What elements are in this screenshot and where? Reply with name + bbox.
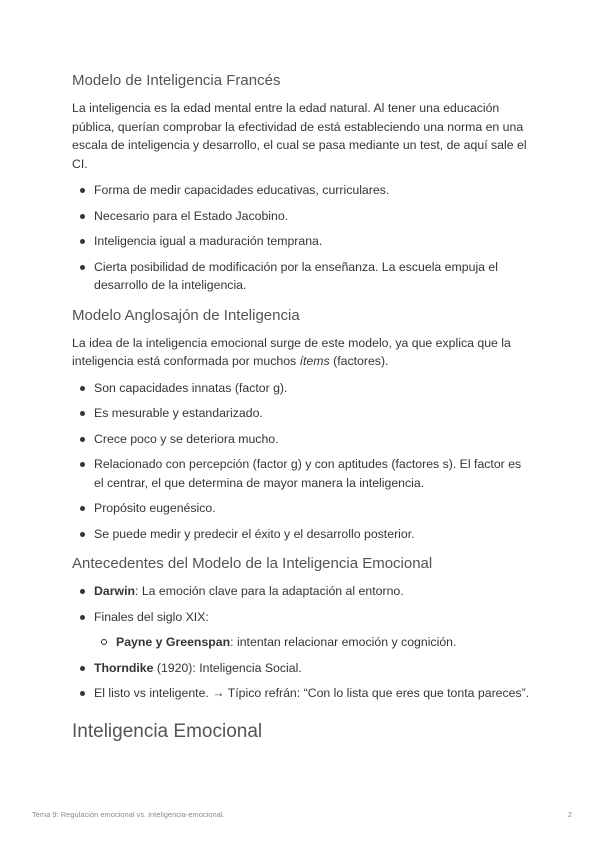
- paragraph-text: La idea de la inteligencia emocional surge de este modelo, ya que explica que la inteligencia está conformada por muchos: [72, 335, 511, 368]
- list-item: Se puede medir y predecir el éxito y el desarrollo posterior.: [72, 525, 532, 544]
- section-anglosajon: [72, 305, 532, 544]
- section-antecedentes: [72, 553, 532, 703]
- list-item: Forma de medir capacidades educativas, curriculares.: [72, 181, 532, 200]
- page-content: [72, 70, 532, 745]
- footer-text: Tema 9: Regulación emocional vs. inteligencia-emocional.: [32, 810, 225, 819]
- section-heading: Modelo de Inteligencia Francés: [72, 72, 281, 89]
- list-item: Crece poco y se deteriora mucho.: [72, 430, 532, 449]
- page-footer: [32, 810, 572, 819]
- list-item: Es mesurable y estandarizado.: [72, 404, 532, 423]
- section-paragraph: La inteligencia es la edad mental entre la edad natural. Al tener una educación pública, querían comprobar la efectividad de está estableciendo una norma en una escala de inteligencia y desarrollo, el cual se pasa mediante un test, de aquí sale el CI.: [72, 101, 527, 171]
- list-item: [72, 659, 532, 678]
- paragraph-text: (factores).: [329, 354, 389, 368]
- list-item: El listo vs inteligente. → Típico refrán: “Con lo lista que eres que tonta pareces”.: [72, 684, 532, 703]
- section-heading: Modelo Anglosajón de Inteligencia: [72, 306, 300, 324]
- section-frances: [72, 70, 532, 295]
- item-text: : intentan relacionar emoción y cognición.: [230, 635, 457, 649]
- bold-term: Payne y Greenspan: [116, 635, 231, 649]
- bold-term: Thorndike: [94, 660, 154, 675]
- list-item: Propósito eugenésico.: [72, 499, 532, 518]
- list-item: Necesario para el Estado Jacobino.: [72, 207, 532, 226]
- bold-term: Darwin: [94, 584, 135, 598]
- section-heading: Antecedentes del Modelo de la Inteligencia Emocional: [72, 555, 433, 572]
- paragraph-italic: ítems: [299, 354, 330, 368]
- list-item: Cierta posibilidad de modificación por la enseñanza. La escuela empuja el desarrollo de la inteligencia.: [72, 258, 532, 295]
- bullet-list: [72, 582, 532, 703]
- list-item: Son capacidades innatas (factor g).: [72, 379, 532, 398]
- item-text: (1920): Inteligencia Social.: [153, 660, 302, 675]
- list-item: Inteligencia igual a maduración temprana.: [72, 232, 532, 251]
- list-item: [72, 582, 532, 601]
- page-number: 2: [567, 810, 572, 819]
- section-heading-large: Inteligencia Emocional: [72, 720, 263, 742]
- list-item: Finales del siglo XIX:: [72, 608, 532, 627]
- item-text: : La emoción clave para la adaptación al entorno.: [135, 584, 404, 598]
- section-paragraph: [72, 334, 532, 371]
- bullet-list: [72, 379, 532, 544]
- list-item: Relacionado con percepción (factor g) y con aptitudes (factores s). El factor es el centrar, el que determina de mayor manera la inteligencia.: [72, 455, 532, 492]
- section-inteligencia-emocional: [72, 719, 532, 745]
- bullet-list: [72, 181, 532, 295]
- sub-list-item: [72, 633, 532, 652]
